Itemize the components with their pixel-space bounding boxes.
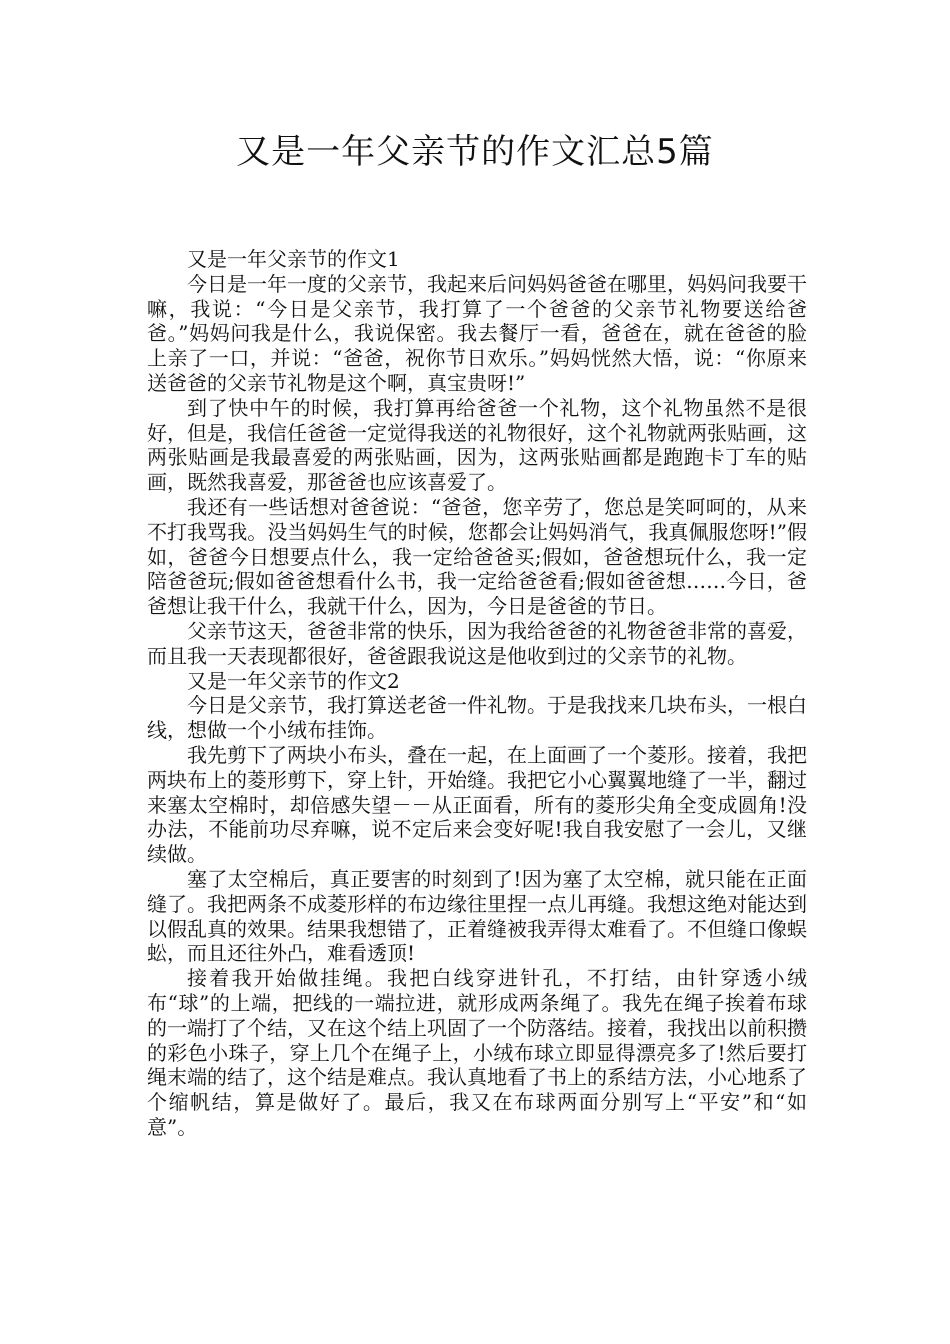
- paragraph: 父亲节这天，爸爸非常的快乐，因为我给爸爸的礼物爸爸非常的喜爱，而且我一天表现都很好，爸爸跟我说这是他收到过的父亲节的礼物。: [147, 618, 807, 668]
- paragraph: 接着我开始做挂绳。我把白线穿进针孔，不打结，由针穿透小绒布“球”的上端，把线的一端拉进，就形成两条绳了。我先在绳子挨着布球的一端打了个结，又在这个结上巩固了一个防落结。接着，我找出以前积攒的彩色小珠子，穿上几个在绳子上，小绒布球立即显得漂亮多了!然后要打绳末端的结了，这个结是难点。我认真地看了书上的系结方法，小心地系了个缩帆结，算是做好了。最后，我又在布球两面分别写上“平安”和“如意”。: [147, 966, 807, 1139]
- paragraph: 今日是父亲节，我打算送老爸一件礼物。于是我找来几块布头，一根白线，想做一个小绒布挂饰。: [147, 693, 807, 743]
- page-title: 又是一年父亲节的作文汇总5篇: [236, 132, 714, 172]
- paragraph: 我先剪下了两块小布头，叠在一起，在上面画了一个菱形。接着，我把两块布上的菱形剪下，穿上针，开始缝。我把它小心翼翼地缝了一半，翻过来塞太空棉时，却倍感失望－－从正面看，所有的菱形尖角全变成圆角!没办法，不能前功尽弃嘛，说不定后来会变好呢!我自我安慰了一会儿，又继续做。: [147, 742, 807, 867]
- section-heading-2: 又是一年父亲节的作文2: [187, 668, 400, 693]
- paragraph: 到了快中午的时候，我打算再给爸爸一个礼物，这个礼物虽然不是很好，但是，我信任爸爸一定觉得我送的礼物很好，这个礼物就两张贴画，这两张贴画是我最喜爱的两张贴画，因为，这两张贴画都是跑跑卡丁车的贴画，既然我喜爱，那爸爸也应该喜爱了。: [147, 395, 807, 495]
- paragraph: 塞了太空棉后，真正要害的时刻到了!因为塞了太空棉，就只能在正面缝了。我把两条不成菱形样的布边缘往里捏一点儿再缝。我想这绝对能达到以假乱真的效果。结果我想错了，正着缝被我弄得太难看了。不但缝口像蜈蚣，而且还往外凸，难看透顶!: [147, 866, 807, 966]
- section-heading-1: 又是一年父亲节的作文1: [187, 247, 400, 271]
- paragraph: 今日是一年一度的父亲节，我起来后问妈妈爸爸在哪里，妈妈问我要干嘛，我说：“今日是父亲节，我打算了一个爸爸的父亲节礼物要送给爸爸。”妈妈问我是什么，我说保密。我去餐厅一看，爸爸在，就在爸爸的脸上亲了一口，并说：“爸爸，祝你节日欢乐。”妈妈恍然大悟，说：“你原来送爸爸的父亲节礼物是这个啊，真宝贵呀!”: [147, 271, 807, 395]
- document-body: [147, 247, 807, 1140]
- paragraph: 我还有一些话想对爸爸说：“爸爸，您辛劳了，您总是笑呵呵的，从来不打我骂我。没当妈妈生气的时候，您都会让妈妈消气，我真佩服您呀!”假如，爸爸今日想要点什么，我一定给爸爸买;假如，爸爸想玩什么，我一定陪爸爸玩;假如爸爸想看什么书，我一定给爸爸看;假如爸爸想……今日，爸爸想让我干什么，我就干什么，因为，今日是爸爸的节日。: [147, 494, 807, 619]
